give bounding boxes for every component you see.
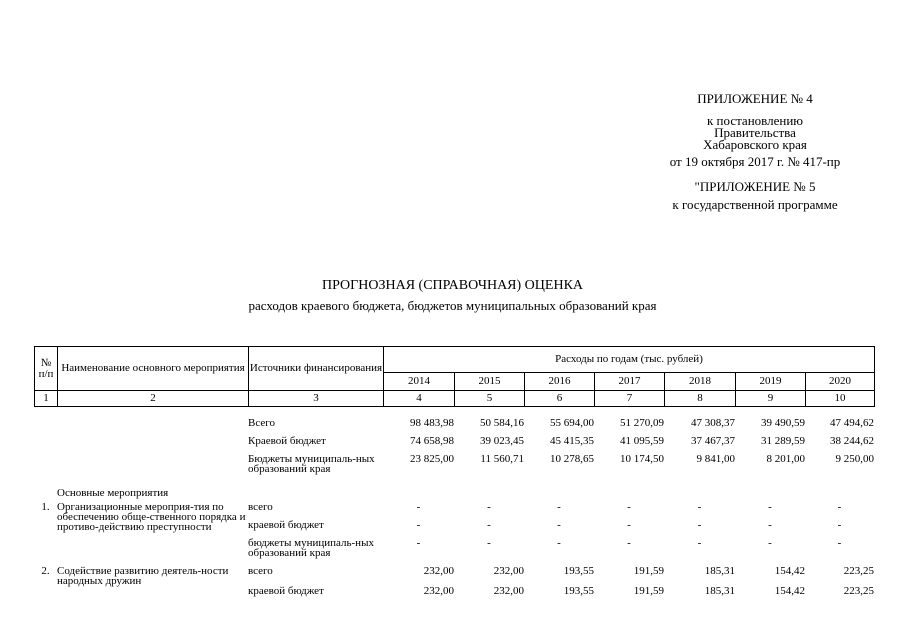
appendix-line-5: к государственной программе — [672, 197, 838, 212]
header-year: 2015 — [455, 373, 525, 391]
value-cell: 50 584,16 — [480, 417, 524, 429]
value-cell: 193,55 — [563, 585, 594, 597]
document-title: ПРОГНОЗНАЯ (СПРАВОЧНАЯ) ОЦЕНКА — [321, 278, 584, 293]
source-cell: краевой бюджет — [248, 519, 324, 531]
value-cell: - — [768, 519, 772, 531]
source-cell: всего — [248, 565, 273, 577]
table-body — [34, 418, 874, 602]
value-cell: 193,55 — [563, 565, 594, 577]
value-cell: 55 694,00 — [550, 417, 594, 429]
value-cell: - — [487, 501, 491, 513]
value-cell: 74 658,98 — [410, 435, 454, 447]
value-cell: 11 560,71 — [480, 453, 524, 465]
header-year: 2018 — [665, 373, 736, 391]
header-year: 2019 — [736, 373, 806, 391]
value-cell: 232,00 — [423, 585, 454, 597]
source-cell: Краевой бюджет — [248, 435, 326, 447]
value-cell: - — [557, 501, 561, 513]
source-cell: Всего — [248, 417, 275, 429]
value-cell: - — [416, 519, 421, 531]
value-cell: 232,00 — [493, 585, 524, 597]
header-name: Наименование основного мероприятия — [58, 347, 249, 391]
value-cell: 98 483,98 — [410, 417, 454, 429]
value-cell: 232,00 — [423, 565, 454, 577]
header-year: 2016 — [525, 373, 595, 391]
value-cell: - — [557, 519, 561, 531]
value-cell: 10 278,65 — [550, 453, 594, 465]
item-name: Организационные мероприя-тия по обеспечению обще-ственного порядка и противо-действию преступности — [57, 501, 246, 533]
column-number: 3 — [249, 391, 384, 407]
value-cell: 10 174,50 — [620, 453, 664, 465]
value-cell: 185,31 — [704, 565, 735, 577]
table-row — [34, 502, 874, 520]
value-cell: - — [837, 537, 842, 549]
value-cell: 41 095,59 — [620, 435, 664, 447]
value-cell: 45 415,35 — [550, 435, 594, 447]
value-cell: 191,59 — [633, 565, 664, 577]
value-cell: - — [697, 519, 702, 531]
value-cell: - — [487, 519, 491, 531]
value-cell: 47 308,37 — [691, 417, 735, 429]
value-cell: 232,00 — [493, 565, 524, 577]
appendix-line-4: от 19 октября 2017 г. № 417-пр — [669, 154, 841, 169]
source-cell: краевой бюджет — [248, 585, 324, 597]
value-cell: 223,25 — [843, 565, 874, 577]
value-cell: - — [487, 537, 491, 549]
value-cell: 39 023,45 — [480, 435, 524, 447]
value-cell: - — [697, 537, 702, 549]
item-name: Содействие развитию деятель-ности народных дружин — [57, 565, 229, 587]
item-number: 1. — [41, 501, 50, 513]
column-number: 5 — [455, 391, 525, 407]
document-subtitle: расходов краевого бюджета, бюджетов муниципальных образований края — [248, 298, 657, 313]
table-row — [34, 418, 874, 436]
column-number: 10 — [806, 391, 875, 407]
value-cell: - — [627, 537, 631, 549]
appendix-title-2: "ПРИЛОЖЕНИЕ № 5 — [694, 179, 816, 194]
table-row — [34, 436, 874, 454]
value-cell: 223,25 — [843, 585, 874, 597]
value-cell: - — [557, 537, 561, 549]
value-cell: 31 289,59 — [761, 435, 805, 447]
value-cell: 9 841,00 — [696, 453, 735, 465]
value-cell: 8 201,00 — [766, 453, 805, 465]
appendix-title: ПРИЛОЖЕНИЕ № 4 — [697, 91, 813, 106]
column-number: 9 — [736, 391, 806, 407]
column-number: 2 — [58, 391, 249, 407]
value-cell: 23 825,00 — [410, 453, 454, 465]
value-cell: - — [697, 501, 702, 513]
value-cell: 38 244,62 — [830, 435, 874, 447]
header-year: 2020 — [806, 373, 875, 391]
table-header — [34, 346, 875, 407]
value-cell: 185,31 — [704, 585, 735, 597]
table-row — [34, 484, 874, 502]
value-cell: 51 270,09 — [620, 417, 664, 429]
appendix-line-3: Хабаровского края — [703, 137, 807, 152]
value-cell: 191,59 — [633, 585, 664, 597]
item-number: 2. — [41, 565, 50, 577]
value-cell: 9 250,00 — [835, 453, 874, 465]
appendix-line-2: Правительства — [714, 125, 796, 140]
column-number: 8 — [665, 391, 736, 407]
value-cell: - — [627, 501, 631, 513]
source-cell: Бюджеты муниципаль-ных образований края — [248, 453, 375, 475]
column-number: 7 — [595, 391, 665, 407]
value-cell: 47 494,62 — [830, 417, 874, 429]
value-cell: 39 490,59 — [761, 417, 805, 429]
table-row — [34, 566, 874, 586]
table-row — [34, 454, 874, 484]
column-number: 4 — [384, 391, 455, 407]
source-cell: всего — [248, 501, 273, 513]
column-number: 6 — [525, 391, 595, 407]
value-cell: 154,42 — [774, 585, 805, 597]
source-cell: бюджеты муниципаль-ных образований края — [248, 537, 374, 559]
value-cell: - — [768, 501, 772, 513]
column-number: 1 — [35, 391, 58, 407]
value-cell: - — [768, 537, 772, 549]
header-num: № п/п — [35, 347, 58, 391]
header-year: 2014 — [384, 373, 455, 391]
value-cell: - — [837, 519, 842, 531]
value-cell: - — [837, 501, 842, 513]
header-expenses: Расходы по годам (тыс. рублей) — [384, 347, 875, 373]
section-label: Основные мероприятия — [57, 487, 169, 499]
header-source: Источники финансирования — [249, 347, 384, 391]
appendix-line-1: к постановлению — [706, 113, 804, 128]
value-cell: - — [416, 501, 421, 513]
value-cell: 37 467,37 — [691, 435, 735, 447]
value-cell: - — [416, 537, 421, 549]
header-year: 2017 — [595, 373, 665, 391]
value-cell: - — [627, 519, 631, 531]
value-cell: 154,42 — [774, 565, 805, 577]
